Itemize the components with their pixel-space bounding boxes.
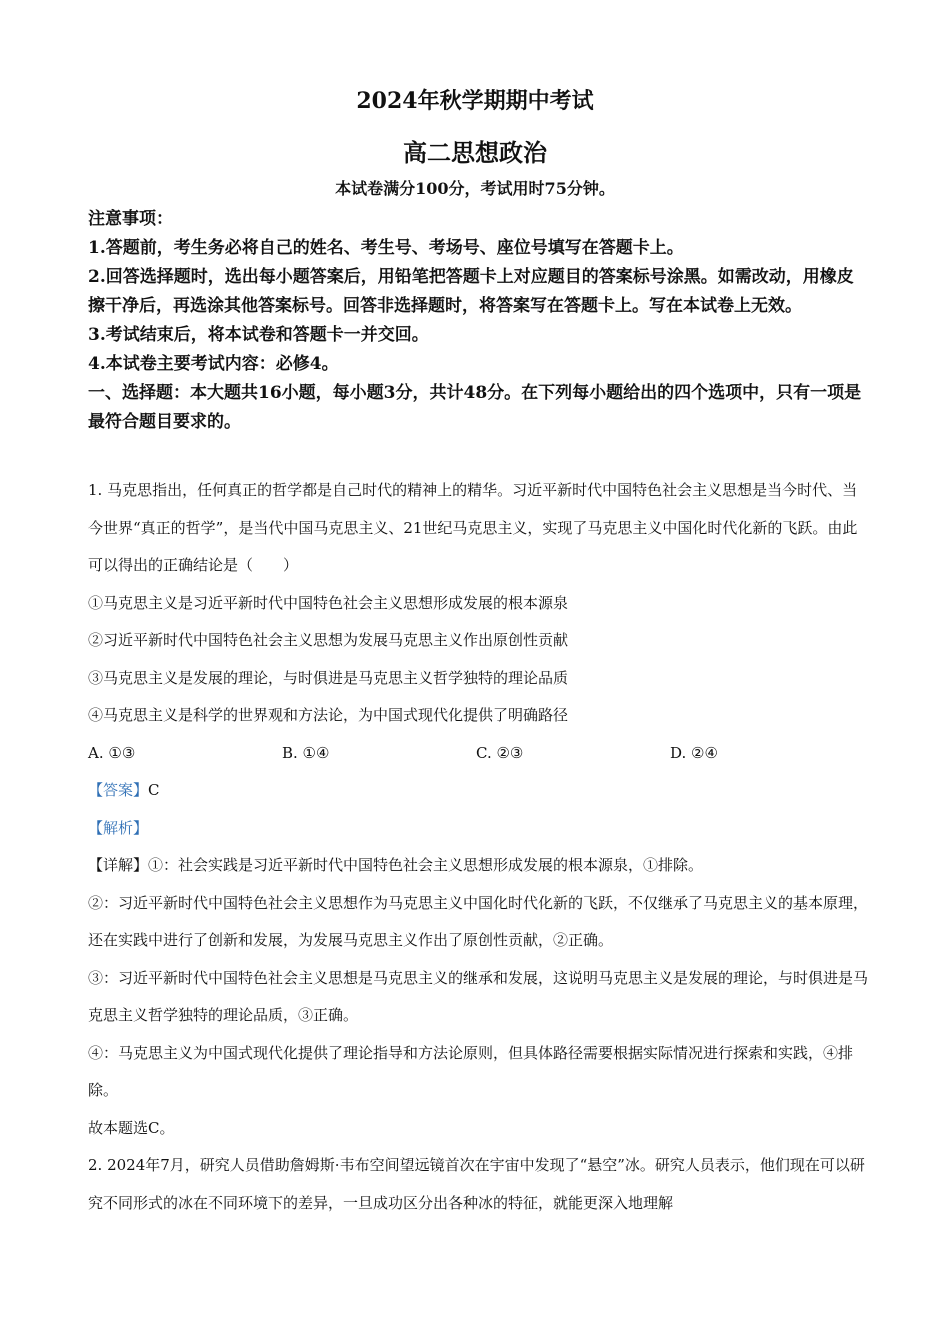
option-a: A. ①③ xyxy=(88,743,136,762)
notes-heading: 注意事项： xyxy=(88,209,173,229)
statement: ①马克思主义是习近平新时代中国特色社会主义思想形成发展的根本源泉 xyxy=(88,593,569,612)
option-d: D. ②④ xyxy=(670,743,718,762)
option-c: C. ②③ xyxy=(476,743,524,762)
answer-value: C xyxy=(148,781,160,799)
option-b: B. ①④ xyxy=(282,743,330,762)
note-item: 3.考试结束后，将本试卷和答题卡一并交回。 xyxy=(88,325,429,345)
subject-title: 高二思想政治 xyxy=(403,138,547,167)
note-item: 4.本试卷主要考试内容：必修4。 xyxy=(88,354,339,374)
note-item: 1.答题前，考生务必将自己的姓名、考生号、考场号、座位号填写在答题卡上。 xyxy=(88,238,684,258)
exam-info: 本试卷满分100分，考试用时75分钟。 xyxy=(335,179,615,198)
note-item: 2.回答选择题时，选出每小题答案后，用铅笔把答题卡上对应题目的答案标号涂黑。如需改动，用橡皮擦干净后，再选涂其他答案标号。回答非选择题时，将答案写在答题卡上。写在本试卷上无效。 xyxy=(88,267,854,316)
statement: ④马克思主义是科学的世界观和方法论，为中国式现代化提供了明确路径 xyxy=(88,706,569,724)
conclusion: 故本题选C。 xyxy=(88,1118,175,1137)
analysis-tag: 【解析】 xyxy=(88,818,149,837)
section-heading: 一、选择题：本大题共16小题，每小题3分，共计48分。在下列每小题给出的四个选项中，只有一项是最符合题目要求的。 xyxy=(88,383,862,432)
detail-item: ③：习近平新时代中国特色社会主义思想是马克思主义的继承和发展，这说明马克思主义是发展的理论，与时俱进是马克思主义哲学独特的理论品质，③正确。 xyxy=(88,968,869,1024)
detail-item: 【详解】①：社会实践是习近平新时代中国特色社会主义思想形成发展的根本源泉，①排除。 xyxy=(88,856,704,874)
answer-line xyxy=(88,772,868,810)
question-2-stem: 2. 2024年7月，研究人员借助詹姆斯·韦布空间望远镜首次在宇宙中发现了“悬空”冰。研究人员表示，他们现在可以研究不同形式的冰在不同环境下的差异，一旦成功区分出各种冰的特征，就能更深入地理解 xyxy=(88,1156,865,1212)
options-row xyxy=(88,735,868,773)
statement: ③马克思主义是发展的理论，与时俱进是马克思主义哲学独特的理论品质 xyxy=(88,668,569,687)
question-body xyxy=(88,472,868,1222)
detail-item: ④：马克思主义为中国式现代化提供了理论指导和方法论原则，但具体路径需要根据实际情况进行探索和实践，④排除。 xyxy=(88,1043,854,1099)
detail-item: ②：习近平新时代中国特色社会主义思想作为马克思主义中国化时代化新的飞跃，不仅继承了马克思主义的基本原理，还在实践中进行了创新和发展，为发展马克思主义作出了原创性贡献，②正确。 xyxy=(88,893,869,949)
notes-section xyxy=(88,205,868,437)
statement: ②习近平新时代中国特色社会主义思想为发展马克思主义作出原创性贡献 xyxy=(88,631,569,649)
question-1-stem: 1. 马克思指出，任何真正的哲学都是自己时代的精神上的精华。习近平新时代中国特色社会主义思想是当今时代、当今世界“真正的哲学”，是当代中国马克思主义、21世纪马克思主义，实现了马克思主义中国化时代化新的飞跃。由此可以得出的正确结论是（ ） xyxy=(88,481,858,574)
answer-tag: 【答案】 xyxy=(88,781,149,799)
exam-title: 2024年秋学期期中考试 xyxy=(356,88,594,114)
